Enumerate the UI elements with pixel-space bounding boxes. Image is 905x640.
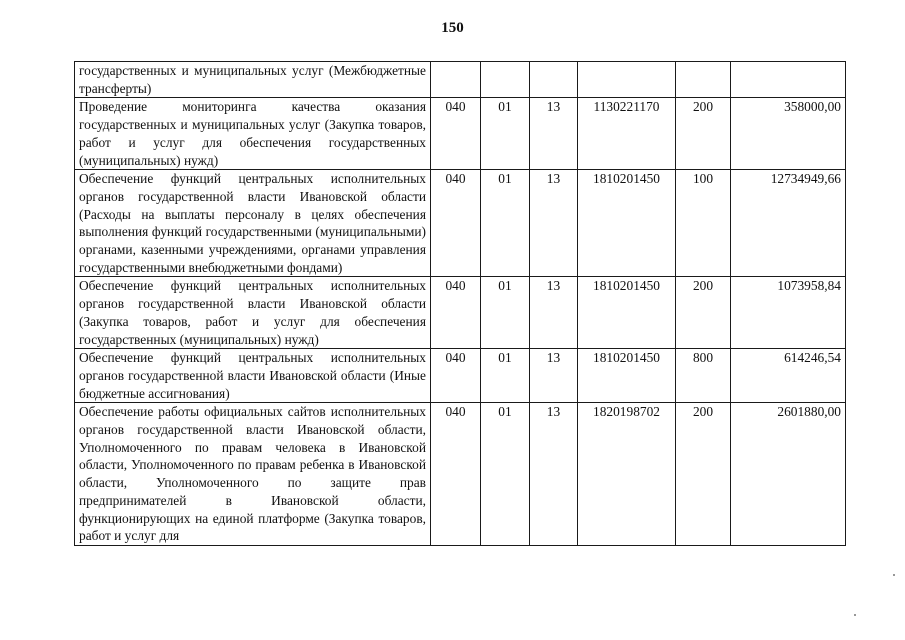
table-row [75, 277, 846, 349]
amount [731, 62, 846, 98]
amount: 614246,54 [731, 349, 846, 403]
target-article-code: 1810201450 [578, 170, 676, 277]
subsection-code: 13 [530, 277, 578, 349]
amount: 1073958,84 [731, 277, 846, 349]
amount: 12734949,66 [731, 170, 846, 277]
expense-type-code: 200 [676, 403, 731, 546]
expense-type-code [676, 62, 731, 98]
expense-type-code: 200 [676, 277, 731, 349]
subsection-code: 13 [530, 98, 578, 170]
expense-type-code: 200 [676, 98, 731, 170]
target-article-code: 1820198702 [578, 403, 676, 546]
ministry-code [431, 62, 481, 98]
section-code: 01 [481, 277, 530, 349]
ministry-code: 040 [431, 403, 481, 546]
target-article-code: 1130221170 [578, 98, 676, 170]
section-code [481, 62, 530, 98]
scan-speck [854, 614, 856, 616]
page-number: 150 [441, 20, 464, 36]
section-code: 01 [481, 349, 530, 403]
amount: 2601880,00 [731, 403, 846, 546]
table-row [75, 403, 846, 546]
target-article-code: 1810201450 [578, 277, 676, 349]
ministry-code: 040 [431, 349, 481, 403]
row-description: Проведение мониторинга качества оказания государственных и муниципальных услуг (Закупка товаров, работ и услуг для обеспечения государственных (муниципальных) нужд) [75, 98, 431, 170]
row-description: Обеспечение функций центральных исполнительных органов государственной власти Ивановской области (Иные бюджетные ассигнования) [75, 349, 431, 403]
expense-type-code: 800 [676, 349, 731, 403]
subsection-code [530, 62, 578, 98]
target-article-code [578, 62, 676, 98]
subsection-code: 13 [530, 349, 578, 403]
row-description: государственных и муниципальных услуг (Межбюджетные трансферты) [75, 62, 431, 98]
ministry-code: 040 [431, 277, 481, 349]
row-description: Обеспечение функций центральных исполнительных органов государственной власти Ивановской области (Расходы на выплаты персоналу в целях обеспечения выполнения функций государственными (муниципальными) органами, казенными учреждениями, органами управления государственными внебюджетными фондами) [75, 170, 431, 277]
table-row [75, 170, 846, 277]
subsection-code: 13 [530, 170, 578, 277]
amount: 358000,00 [731, 98, 846, 170]
budget-table [74, 61, 846, 546]
section-code: 01 [481, 170, 530, 277]
scan-speck [893, 574, 895, 576]
row-description: Обеспечение работы официальных сайтов исполнительных органов государственной власти Ивановской области, Уполномоченного по правам человека в Ивановской области, Уполномоченного по правам ребенка в Ивановской области, Уполномоченного по защите прав предпринимателей в Ивановской области, функционирующих на единой платформе (Закупка товаров, работ и услуг для [75, 403, 431, 546]
ministry-code: 040 [431, 98, 481, 170]
row-description: Обеспечение функций центральных исполнительных органов государственной власти Ивановской области (Закупка товаров, работ и услуг для обеспечения государственных (муниципальных) нужд) [75, 277, 431, 349]
section-code: 01 [481, 403, 530, 546]
table-row [75, 62, 846, 98]
table-row [75, 349, 846, 403]
subsection-code: 13 [530, 403, 578, 546]
section-code: 01 [481, 98, 530, 170]
table-row [75, 98, 846, 170]
expense-type-code: 100 [676, 170, 731, 277]
target-article-code: 1810201450 [578, 349, 676, 403]
ministry-code: 040 [431, 170, 481, 277]
